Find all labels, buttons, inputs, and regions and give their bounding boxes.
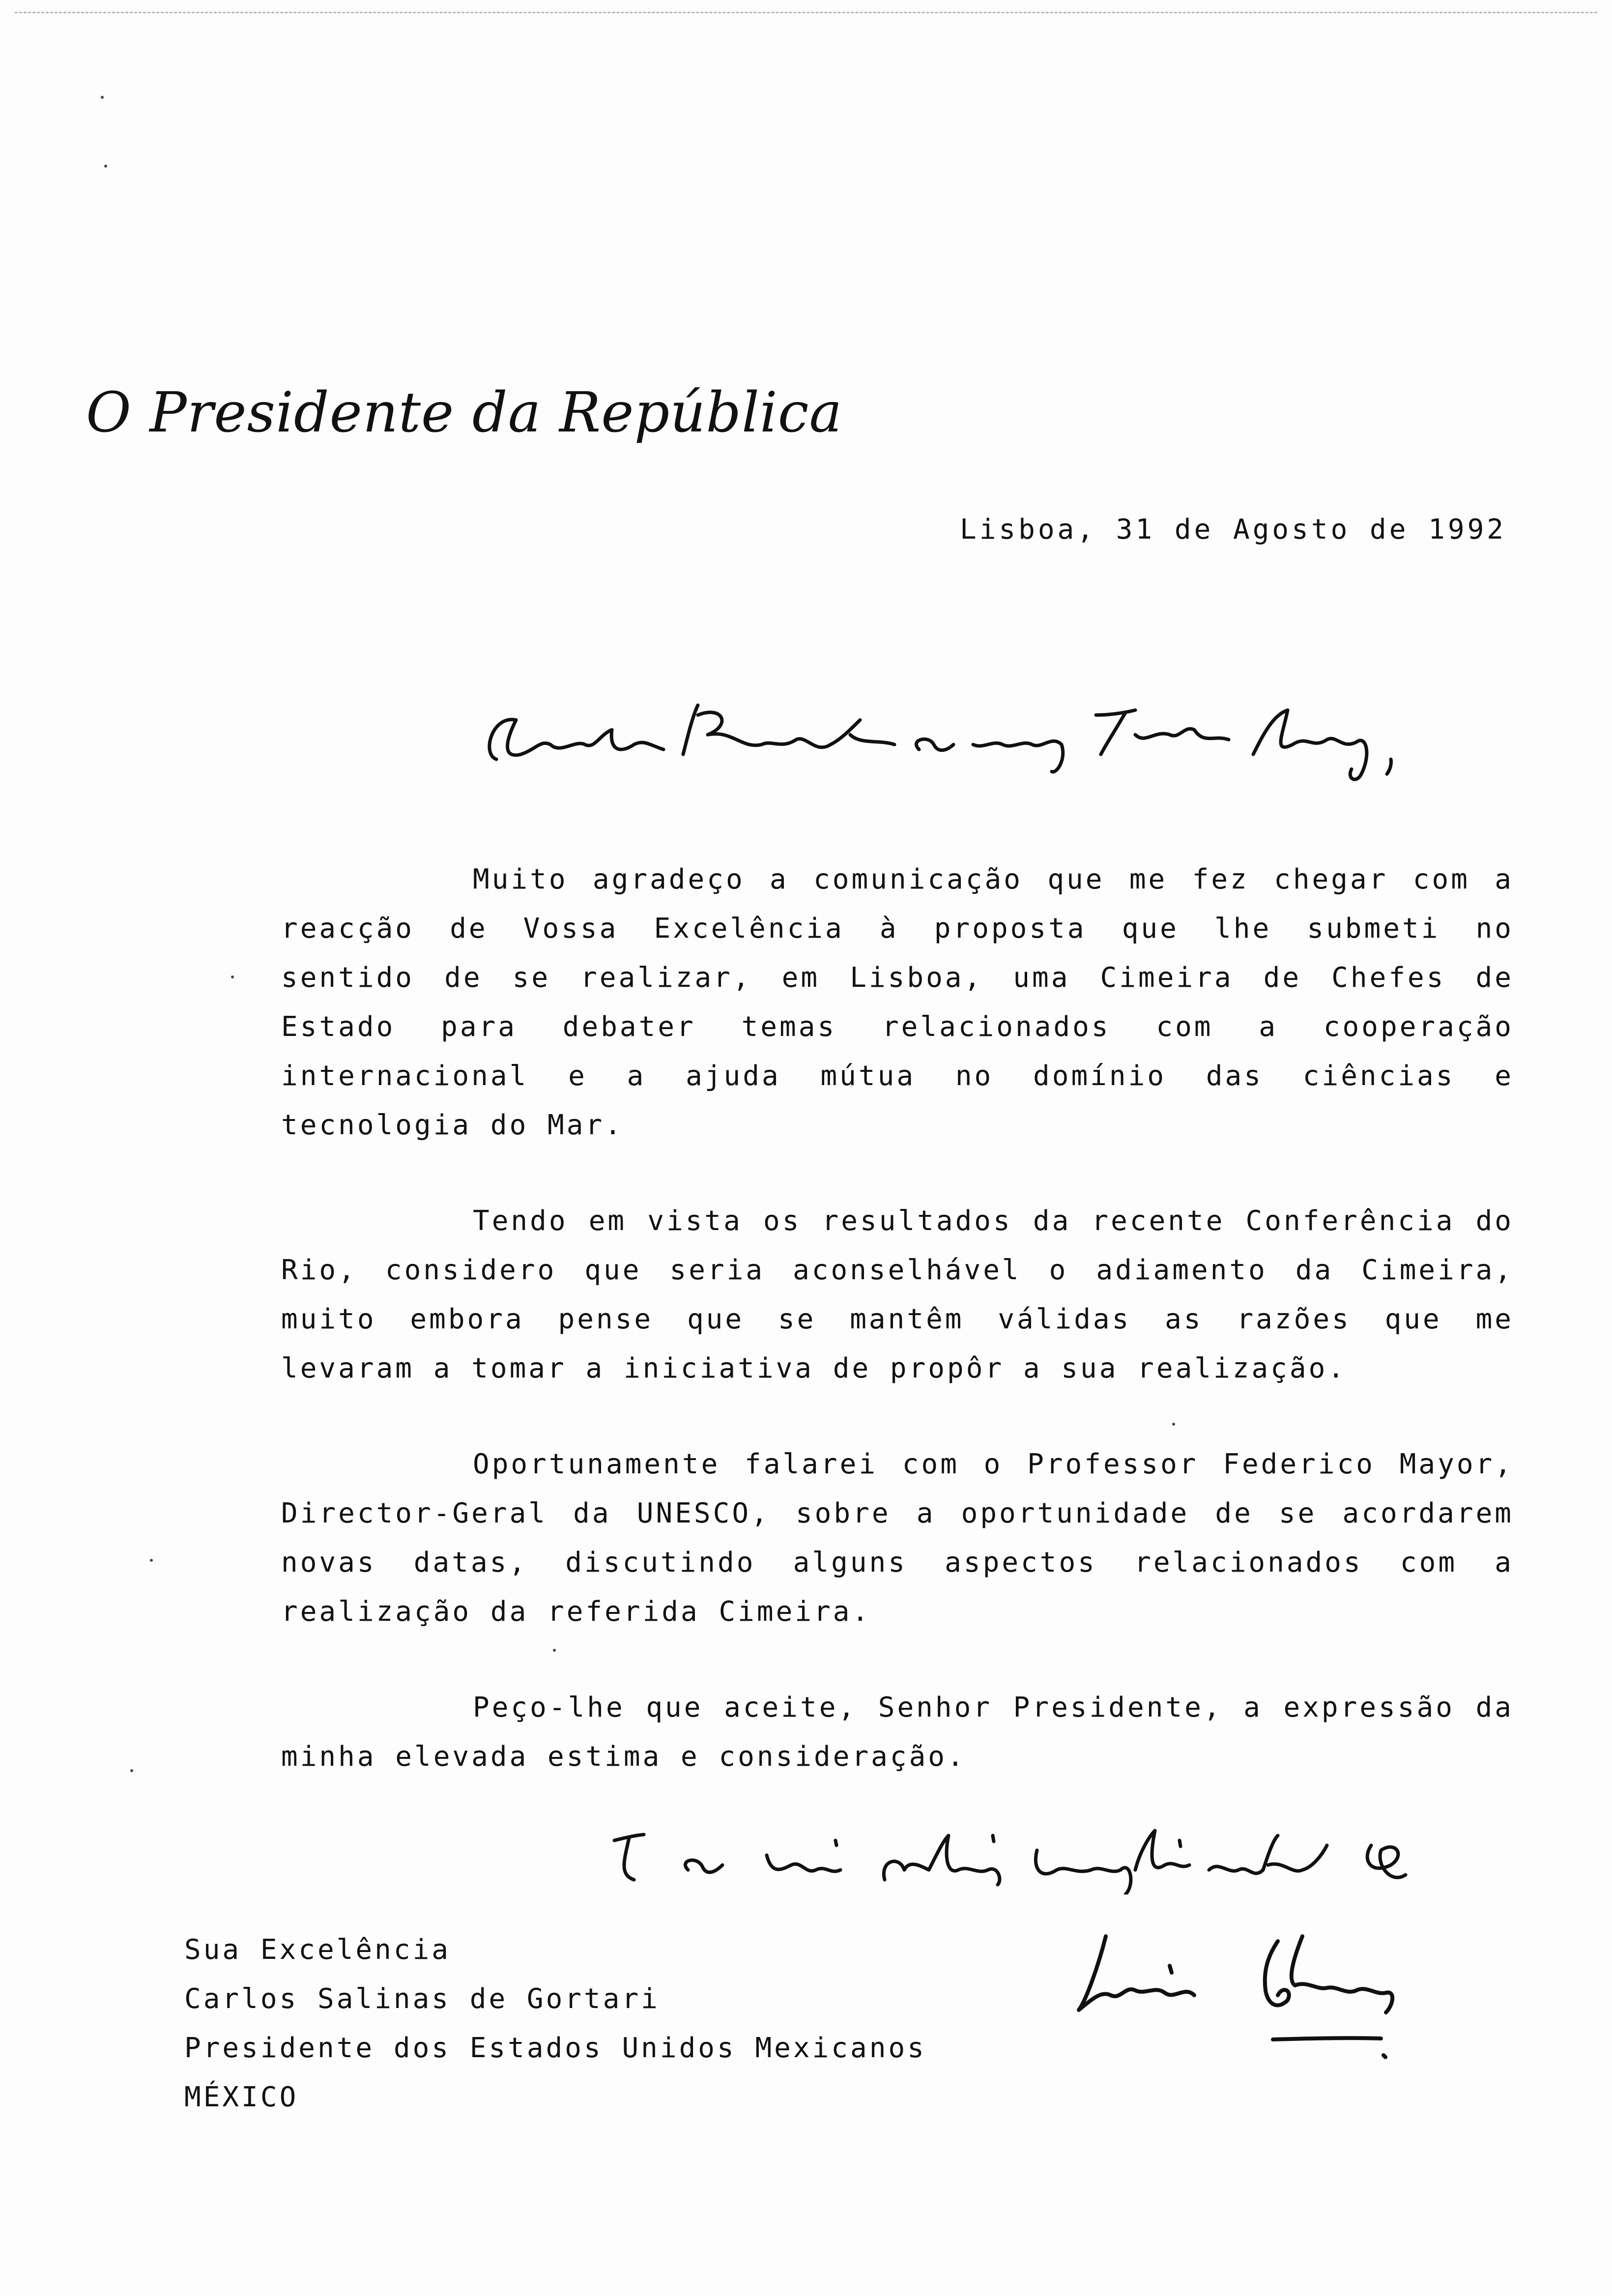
paragraph-4: [281, 1683, 1514, 1781]
handwritten-salutation: [477, 686, 1410, 794]
scan-speck: [231, 976, 234, 978]
paragraph-3-text: Oportunamente falarei com o Professor Federico Mayor, Director-Geral da UNESCO, sobre a oportunidade de se acordarem novas datas, discutindo alguns aspectos relacionados com a realização da referida Cimeira.: [281, 1448, 1514, 1628]
paragraph-4-text: Peço-lhe que aceite, Senhor Presidente, a expressão da minha elevada estima e consideração.: [281, 1692, 1514, 1773]
scan-top-edge: [15, 12, 1597, 15]
paragraph-1-text: Muito agradeço a comunicação que me fez chegar com a reacção de Vossa Excelência à proposta que lhe submeti no sentido de se realizar, em Lisboa, uma Cimeira de Chefes de Estado para debater temas relacionados com a cooperação internacional e a ajuda mútua no domínio das ciências e tecnologia do Mar.: [281, 863, 1514, 1141]
date-line: Lisboa, 31 de Agosto de 1992: [959, 514, 1506, 545]
scan-speck: [1172, 1423, 1175, 1426]
scan-speck: [104, 165, 107, 168]
recipient-line-3: Presidente dos Estados Unidos Mexicanos: [184, 2032, 926, 2064]
recipient-line-2: Carlos Salinas de Gortari: [184, 1983, 660, 2015]
scan-speck: [553, 1649, 556, 1652]
paragraph-2-text: Tendo em vista os resultados da recente Conferência do Rio, considero que seria aconselhável o adiamento da Cimeira, muito embora pense que se mantêm válidas as razões que me levaram a tomar a iniciativa de propôr a sua realização.: [281, 1205, 1514, 1384]
paragraph-3: [281, 1440, 1514, 1636]
recipient-block: [184, 1925, 926, 2122]
paragraph-1: [281, 855, 1514, 1150]
signature: [1071, 1926, 1425, 2074]
scan-speck: [150, 1559, 153, 1562]
paragraph-2: [281, 1197, 1514, 1393]
recipient-line-4: MÉXICO: [184, 2081, 299, 2113]
recipient-line-1: Sua Excelência: [184, 1934, 451, 1966]
handwritten-closing: [604, 1821, 1538, 1894]
scan-speck: [130, 1769, 133, 1772]
letterhead: O Presidente da República: [86, 381, 843, 445]
scan-speck: [101, 96, 104, 99]
